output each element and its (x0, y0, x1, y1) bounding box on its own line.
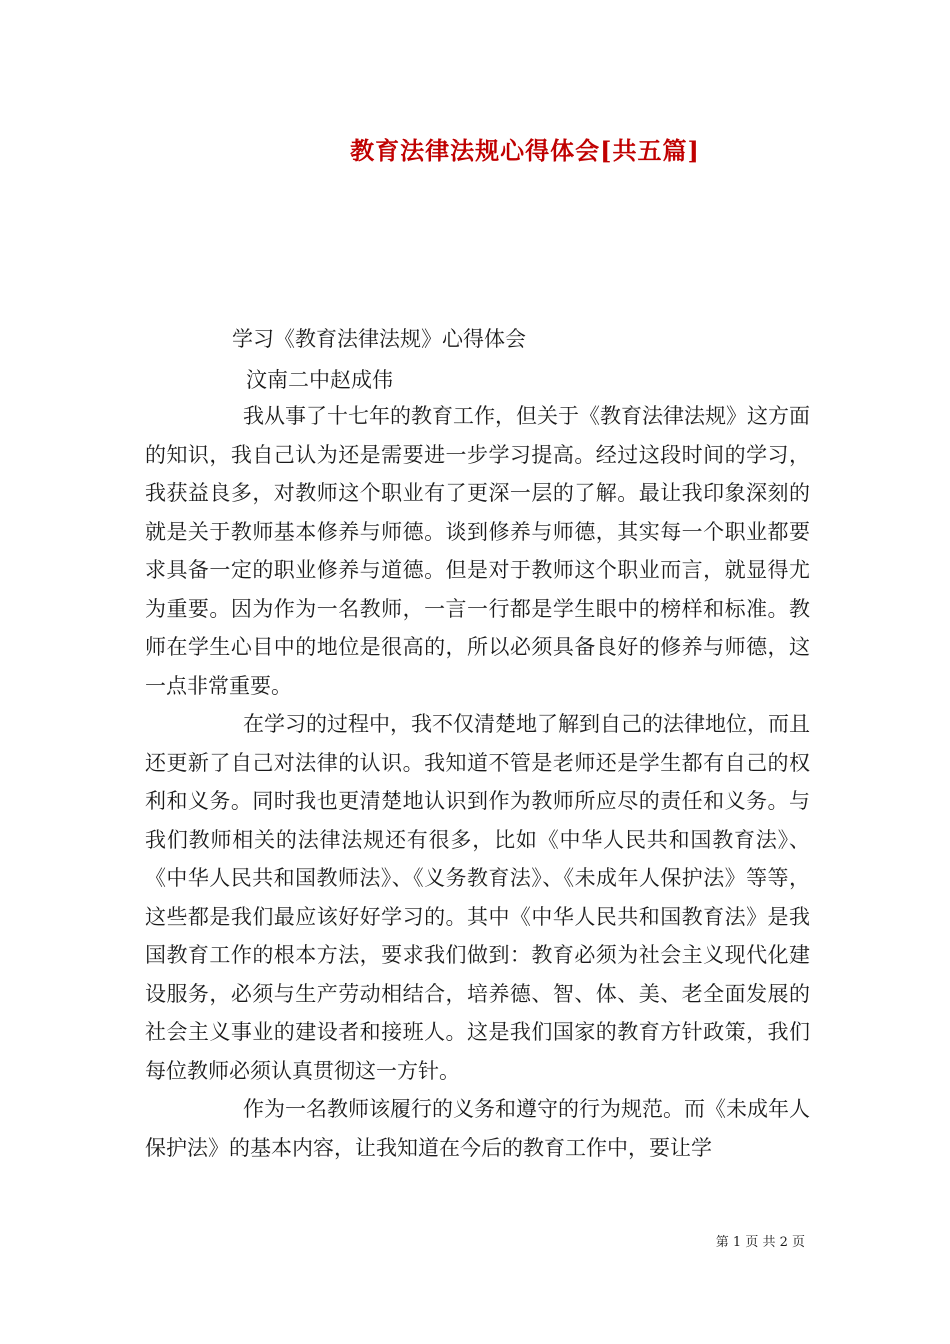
body-paragraph: 我从事了十七年的教育工作，但关于《教育法律法规》这方面的知识，我自己认为还是需要进一步学习提高。经过这段时间的学习，我获益良多，对教师这个职业有了更深一层的了解。最让我印象深刻的就是关于教师基本修养与师德。谈到修养与师德，其实每一个职业都要求具备一定的职业修养与道德。但是对于教师这个职业而言，就显得尤为重要。因为作为一名教师，一言一行都是学生眼中的榜样和标准。教师在学生心目中的地位是很高的，所以必须具备良好的修养与师德，这一点非常重要。 (145, 404, 810, 698)
page-footer: 第 1 页 共 2 页 (715, 1235, 805, 1250)
body-paragraph: 在学习的过程中，我不仅清楚地了解到自己的法律地位，而且还更新了自己对法律的认识。我知道不管是老师还是学生都有自己的权利和义务。同时我也更清楚地认识到作为教师所应尽的责任和义务。与我们教师相关的法律法规还有很多，比如《中华人民共和国教育法》、《中华人民共和国教师法》、《义务教育法》、《未成年人保护法》等等，这些都是我们最应该好好学习的。其中《中华人民共和国教育法》是我国教育工作的根本方法，要求我们做到：教育必须为社会主义现代化建设服务，必须与生产劳动相结合，培养德、智、体、美、老全面发展的社会主义事业的建设者和接班人。这是我们国家的教育方针政策，我们每位教师必须认真贯彻这一方针。 (145, 712, 810, 1083)
document-title: 教育法律法规心得体会[共五篇] (350, 136, 700, 165)
document-body (145, 397, 810, 1167)
document-author: 汶南二中赵成伟 (246, 368, 393, 392)
body-paragraph: 作为一名教师该履行的义务和遵守的行为规范。而《未成年人保护法》的基本内容，让我知道在今后的教育工作中，要让学 (145, 1097, 810, 1160)
document-subtitle: 学习《教育法律法规》心得体会 (232, 327, 526, 351)
